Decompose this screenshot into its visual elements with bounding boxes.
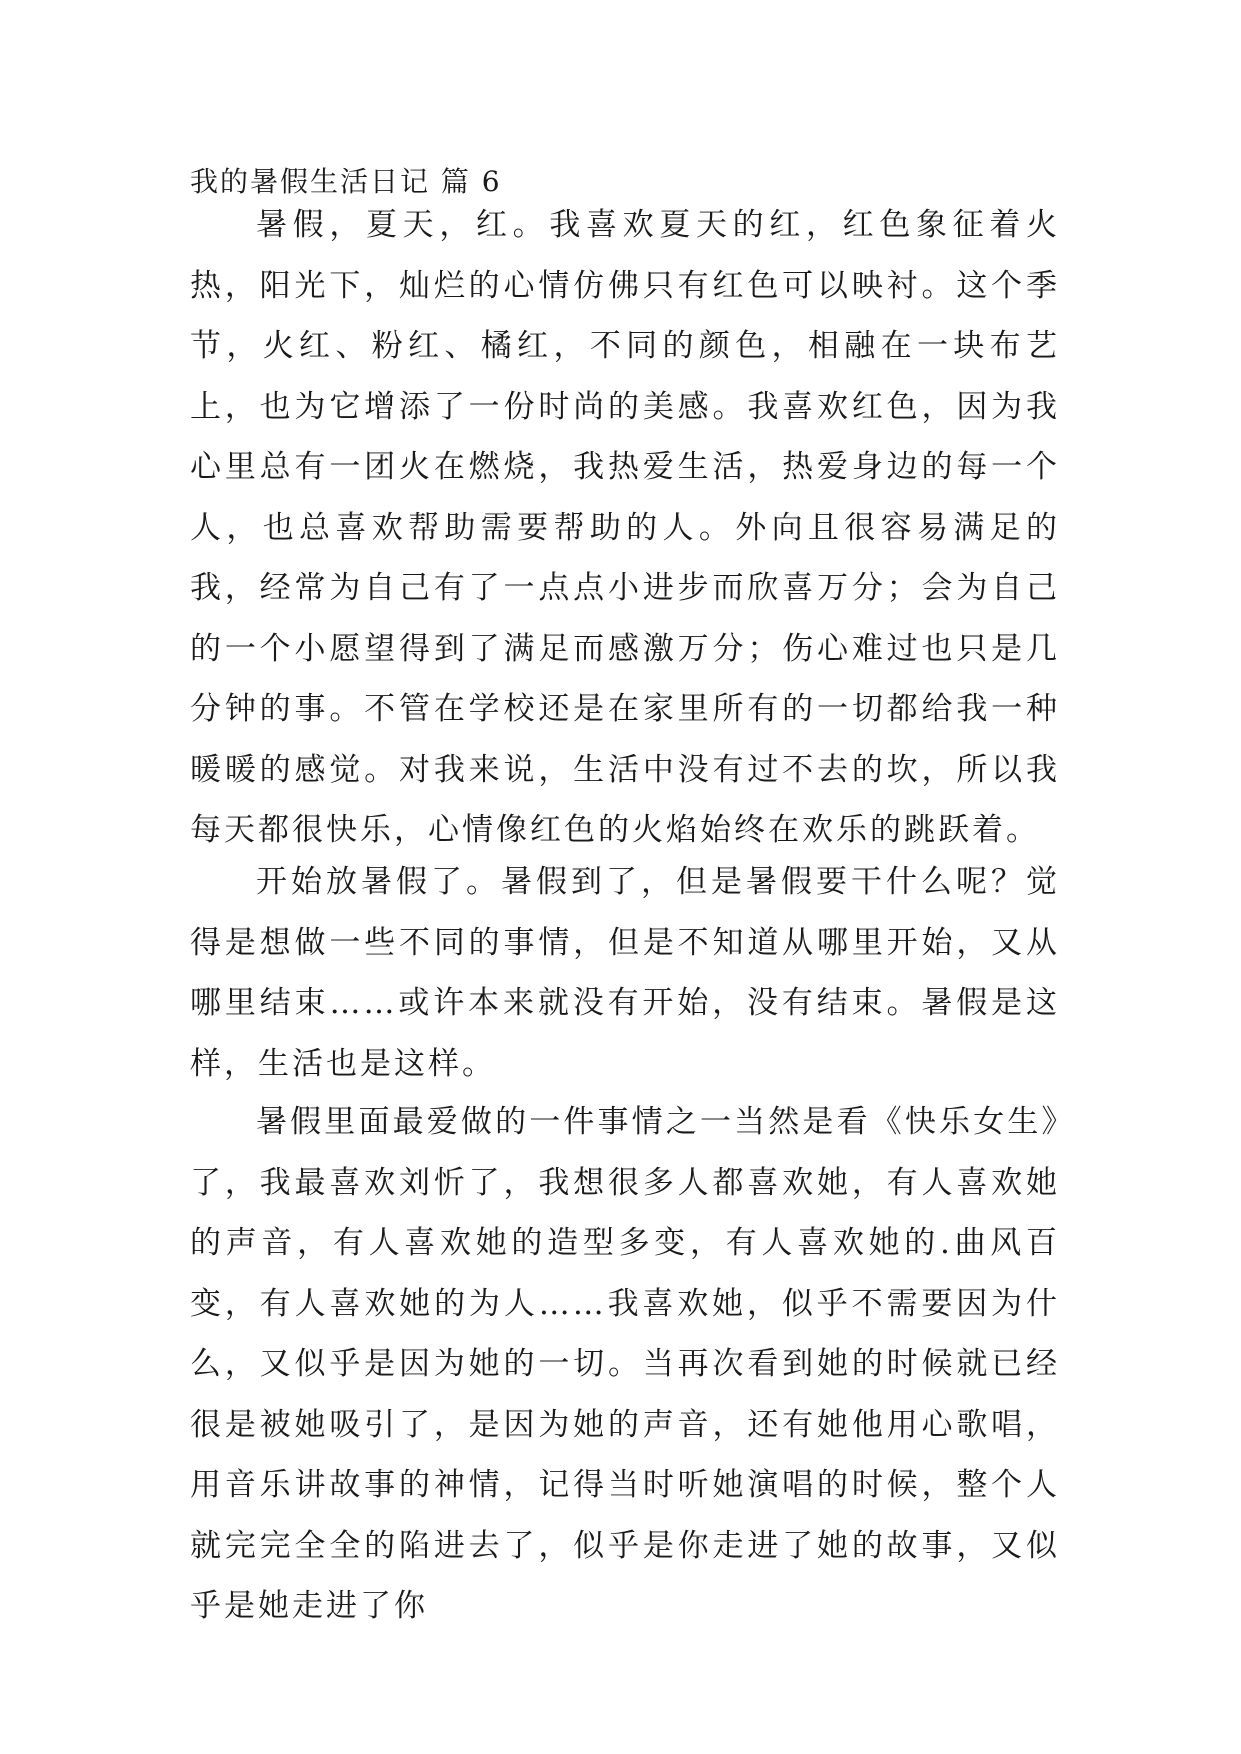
paragraph-1: 暑假，夏天，红。我喜欢夏天的红，红色象征着火热，阳光下，灿烂的心情仿佛只有红色可以映衬。这个季节，火红、粉红、橘红，不同的颜色，相融在一块布艺上，也为它增添了一份时尚的美感。我喜欢红色，因为我心里总有一团火在燃烧，我热爱生活，热爱身边的每一个人，也总喜欢帮助需要帮助的人。外向且很容易满足的我，经常为自己有了一点点小进步而欣喜万分；会为自己的一个小愿望得到了满足而感激万分；伤心难过也只是几分钟的事。不管在学校还是在家里所有的一切都给我一种暖暖的感觉。对我来说，生活中没有过不去的坎，所以我每天都很快乐，心情像红色的火焰始终在欢乐的跳跃着。	[190, 207, 1060, 848]
paragraph-3: 暑假里面最爱做的一件事情之一当然是看《快乐女生》了，我最喜欢刘忻了，我想很多人都喜欢她，有人喜欢她的声音，有人喜欢她的造型多变，有人喜欢她的.曲风百变，有人喜欢她的为人……我喜欢她，似乎不需要因为什么，又似乎是因为她的一切。当再次看到她的时候就已经很是被她吸引了，是因为她的声音，还有她他用心歌唱，用音乐讲故事的神情，记得当时听她演唱的时候，整个人就完完全全的陷进去了，似乎是你走进了她的故事，又似乎是她走进了你	[190, 1104, 1060, 1624]
document-title: 我的暑假生活日记 篇 6	[190, 165, 502, 198]
paragraph-2: 开始放暑假了。暑假到了，但是暑假要干什么呢？觉得是想做一些不同的事情，但是不知道从哪里开始，又从哪里结束……或许本来就没有开始，没有结束。暑假是这样，生活也是这样。	[190, 864, 1060, 1082]
